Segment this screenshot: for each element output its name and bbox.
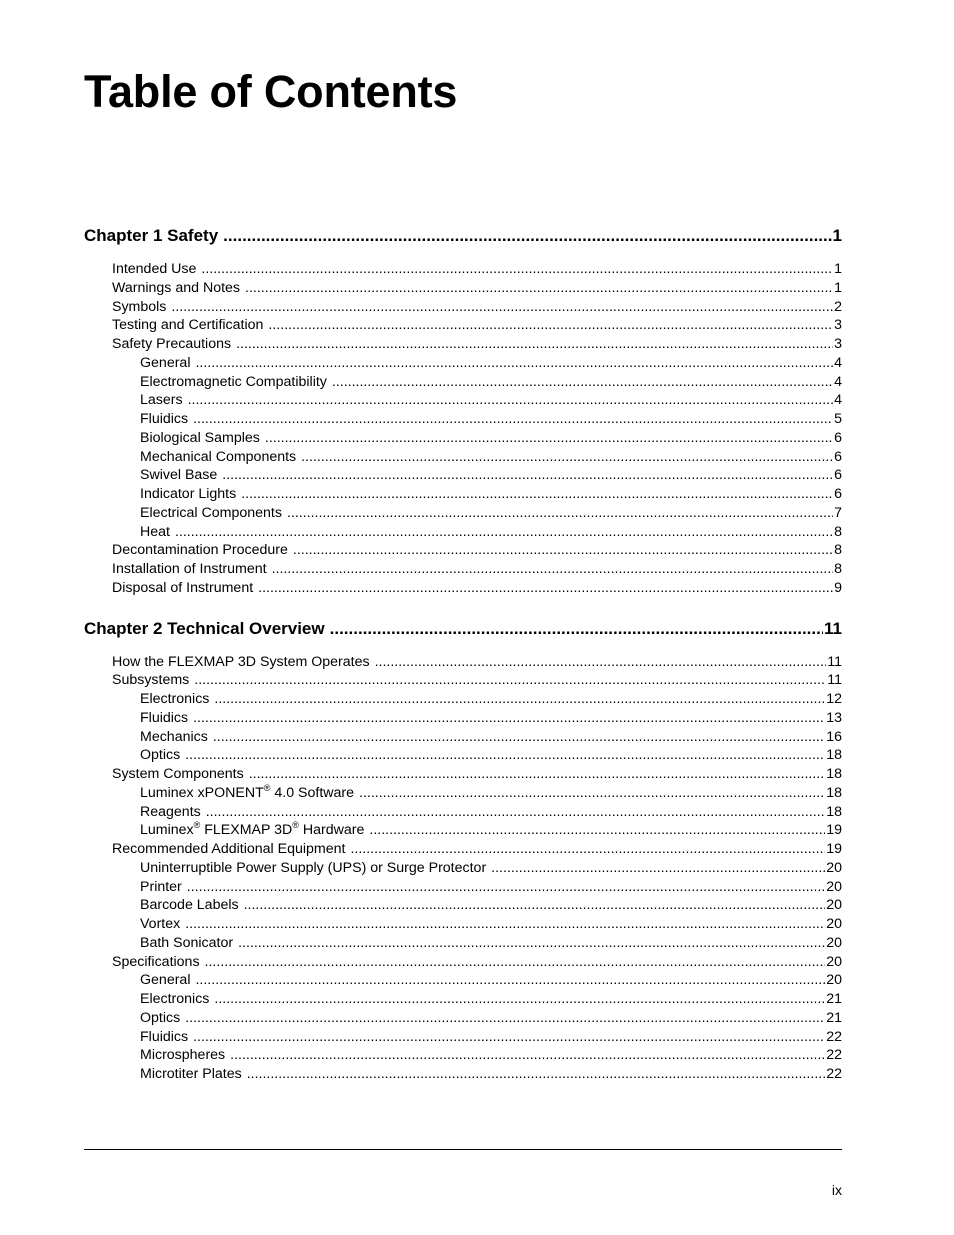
toc-entry-label: Testing and Certification [112, 317, 264, 334]
table-of-contents [84, 224, 842, 1084]
toc-entry-label: Fluidics [140, 411, 189, 427]
toc-page-number: 4 [834, 373, 842, 390]
toc-entry[interactable] [84, 354, 842, 373]
toc-page-number: 13 [826, 709, 842, 726]
toc-entry-label: General [140, 972, 191, 989]
toc-page-number: 20 [826, 953, 842, 970]
toc-page-number: 11 [824, 618, 842, 638]
toc-page-number: 21 [826, 991, 842, 1007]
toc-page-number: 6 [834, 429, 842, 446]
toc-chapter-heading[interactable] [84, 224, 842, 248]
toc-page-number: 16 [826, 728, 842, 745]
toc-entry[interactable] [84, 990, 842, 1009]
dot-leader [171, 298, 833, 317]
toc-entry[interactable] [84, 279, 842, 298]
dot-leader [175, 523, 833, 542]
toc-page-number: 20 [826, 878, 842, 895]
dot-leader [375, 653, 827, 672]
toc-entry-label: Luminex xPONENT® 4.0 Software [140, 782, 355, 801]
dot-leader [206, 803, 825, 822]
toc-entry-label: Optics [140, 747, 181, 764]
page-title: Table of Contents [84, 66, 458, 117]
toc-page-number: 8 [834, 523, 842, 540]
toc-entry-label: Disposal of Instrument [112, 579, 254, 596]
toc-entry[interactable] [84, 1009, 842, 1028]
dot-leader [249, 765, 826, 784]
toc-entry-label: Indicator Lights [140, 486, 237, 502]
toc-entry-label: Subsystems [112, 672, 190, 689]
dot-leader [188, 391, 834, 410]
toc-page-number: 8 [834, 561, 842, 577]
toc-page-number: 22 [826, 1066, 842, 1082]
toc-entry-label: How the FLEXMAP 3D System Operates [112, 653, 370, 670]
dot-leader [359, 784, 825, 803]
toc-entry[interactable] [84, 560, 842, 579]
toc-entry[interactable] [84, 746, 842, 765]
toc-page-number: 1 [834, 279, 842, 296]
toc-entry[interactable] [84, 298, 842, 317]
toc-entry-label: Mechanics [140, 728, 208, 745]
dot-leader [193, 1028, 825, 1047]
dot-leader [195, 354, 833, 373]
toc-entry[interactable] [84, 1065, 842, 1084]
toc-page-number: 19 [826, 841, 842, 857]
toc-page-number: 22 [826, 1028, 842, 1045]
toc-entry[interactable] [84, 690, 842, 709]
toc-entry-label: Microtiter Plates [140, 1066, 242, 1082]
toc-page-number: 5 [834, 411, 842, 427]
dot-leader [187, 878, 825, 897]
toc-entry-label: Installation of Instrument [112, 561, 267, 577]
dot-leader [265, 429, 833, 448]
toc-page-number: 1 [834, 261, 842, 277]
toc-page-number: 2 [834, 298, 842, 315]
toc-entry[interactable] [84, 466, 842, 485]
dot-leader [241, 485, 833, 504]
toc-entry[interactable] [84, 485, 842, 504]
toc-entry[interactable] [84, 1046, 842, 1065]
dot-leader [258, 579, 833, 598]
page-number: ix [831, 1182, 842, 1198]
toc-entry[interactable] [84, 541, 842, 560]
dot-leader [185, 1009, 825, 1028]
toc-entry-label: Barcode Labels [140, 897, 239, 914]
toc-page-number: 20 [826, 897, 842, 914]
dot-leader [193, 410, 833, 429]
toc-page-number: 6 [834, 467, 842, 484]
toc-entry[interactable] [84, 504, 842, 523]
toc-page-number: 11 [827, 672, 842, 689]
dot-leader [272, 560, 834, 579]
toc-entry[interactable] [84, 429, 842, 448]
toc-entry-label: Fluidics [140, 709, 189, 726]
footer-divider [84, 1149, 842, 1150]
dot-leader [332, 373, 833, 392]
toc-entry[interactable] [84, 335, 842, 354]
dot-leader [268, 316, 833, 335]
toc-entry[interactable] [84, 953, 842, 972]
dot-leader [193, 709, 825, 728]
toc-entry-label: Chapter 1 Safety [84, 226, 219, 245]
toc-page-number: 18 [826, 803, 842, 820]
toc-entry[interactable] [84, 391, 842, 410]
toc-entry-label: Biological Samples [140, 429, 260, 446]
toc-page-number: 11 [827, 653, 842, 670]
dot-leader [194, 671, 826, 690]
toc-entry-label: Chapter 2 Technical Overview [84, 618, 325, 638]
toc-entry[interactable] [84, 934, 842, 953]
toc-entry-label: Mechanical Components [140, 448, 297, 465]
dot-leader [213, 728, 825, 747]
toc-entry[interactable] [84, 803, 842, 822]
toc-entry[interactable] [84, 709, 842, 728]
toc-entry[interactable] [84, 653, 842, 672]
toc-entry[interactable] [84, 971, 842, 990]
toc-entry-label: Symbols [112, 298, 167, 315]
toc-entry[interactable] [84, 373, 842, 392]
dot-leader [244, 896, 826, 915]
toc-entry-label: Swivel Base [140, 467, 218, 484]
toc-page-number: 4 [834, 354, 842, 371]
dot-leader [491, 859, 825, 878]
toc-page-number: 7 [834, 504, 842, 521]
toc-page-number: 9 [834, 579, 842, 596]
toc-entry-label: Optics [140, 1009, 181, 1026]
toc-entry[interactable] [84, 410, 842, 429]
dot-leader [185, 746, 825, 765]
toc-entry-label: Fluidics [140, 1028, 189, 1045]
toc-entry[interactable] [84, 859, 842, 878]
toc-entry-label: Printer [140, 878, 182, 895]
dot-leader [230, 1046, 825, 1065]
toc-entry[interactable] [84, 878, 842, 897]
chapter-section [84, 617, 842, 1084]
toc-entry-label: Electrical Components [140, 504, 282, 521]
toc-entry-label: Microspheres [140, 1047, 226, 1064]
toc-page-number: 6 [834, 486, 842, 502]
toc-entry[interactable] [84, 840, 842, 859]
toc-page-number: 18 [826, 766, 842, 782]
dot-leader [293, 541, 833, 560]
toc-entry[interactable] [84, 260, 842, 279]
dot-leader [214, 990, 825, 1009]
dot-leader [350, 840, 825, 859]
dot-leader [330, 617, 823, 641]
dot-leader [205, 953, 826, 972]
dot-leader [222, 466, 833, 485]
toc-entry[interactable] [84, 1028, 842, 1047]
toc-entry[interactable] [84, 896, 842, 915]
dot-leader [287, 504, 833, 523]
toc-entry-label: Safety Precautions [112, 336, 232, 352]
toc-entry[interactable] [84, 784, 842, 803]
dot-leader [214, 690, 825, 709]
chapter-section [84, 224, 842, 598]
toc-page-number: 18 [826, 747, 842, 764]
toc-page-number: 21 [826, 1009, 842, 1026]
toc-entry-label: Reagents [140, 803, 201, 820]
toc-entry-label: Electromagnetic Compatibility [140, 373, 327, 390]
toc-page-number: 3 [834, 336, 842, 352]
dot-leader [223, 224, 831, 248]
toc-entry-label: Warnings and Notes [112, 279, 241, 296]
toc-entry-label: Electronics [140, 991, 210, 1007]
toc-entry-label: Heat [140, 523, 170, 540]
toc-page-number: 8 [834, 542, 842, 559]
toc-entry-label: Electronics [140, 691, 210, 707]
dot-leader [301, 448, 833, 467]
toc-entry-label: Lasers [140, 392, 183, 409]
toc-page-number: 22 [826, 1047, 842, 1064]
toc-entry[interactable] [84, 765, 842, 784]
toc-page-number: 20 [826, 916, 842, 932]
toc-entry-label: General [140, 354, 191, 371]
toc-page-number: 20 [826, 972, 842, 989]
dot-leader [201, 260, 833, 279]
toc-page-number: 3 [834, 317, 842, 334]
toc-entry-label: Intended Use [112, 261, 197, 277]
toc-entry-label: Uninterruptible Power Supply (UPS) or Surge Protector [140, 859, 487, 876]
dot-leader [185, 915, 825, 934]
dot-leader [247, 1065, 826, 1084]
toc-entry[interactable] [84, 821, 842, 840]
dot-leader [245, 279, 833, 298]
toc-entry[interactable] [84, 579, 842, 598]
toc-entry-label: System Components [112, 766, 244, 782]
toc-page-number: 20 [826, 859, 842, 876]
toc-chapter-heading[interactable] [84, 617, 842, 641]
toc-entry-label: Recommended Additional Equipment [112, 841, 346, 857]
toc-entry-label: Luminex® FLEXMAP 3D® Hardware [140, 820, 365, 839]
toc-entry[interactable] [84, 915, 842, 934]
toc-page-number: 20 [826, 934, 842, 951]
toc-entry[interactable] [84, 671, 842, 690]
toc-page-number: 1 [832, 226, 842, 245]
toc-page-number: 19 [826, 822, 842, 839]
toc-entry-label: Decontamination Procedure [112, 542, 288, 559]
toc-page-number: 18 [826, 784, 842, 801]
dot-leader [236, 335, 833, 354]
toc-entry[interactable] [84, 448, 842, 467]
dot-leader [369, 821, 825, 840]
toc-entry-label: Bath Sonicator [140, 934, 234, 951]
toc-entry-label: Vortex [140, 916, 181, 932]
dot-leader [195, 971, 825, 990]
toc-entry[interactable] [84, 728, 842, 747]
toc-entry-label: Specifications [112, 953, 200, 970]
toc-page-number: 12 [826, 691, 842, 707]
dot-leader [238, 934, 825, 953]
toc-entry[interactable] [84, 523, 842, 542]
toc-page-number: 6 [834, 448, 842, 465]
toc-entry[interactable] [84, 316, 842, 335]
toc-page-number: 4 [834, 392, 842, 409]
